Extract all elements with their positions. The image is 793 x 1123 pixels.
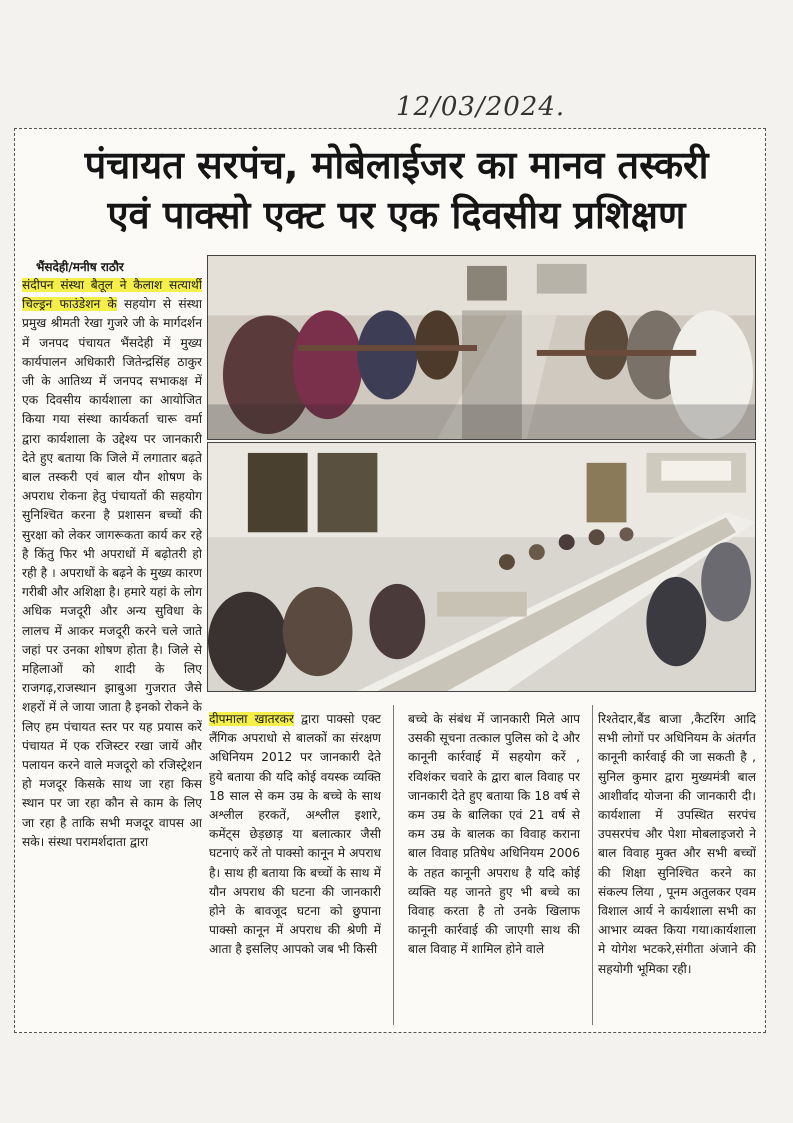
byline: भैंसदेही/मनीष राठौर	[36, 260, 124, 274]
column-divider	[393, 705, 394, 1025]
photo-meeting-hall-image	[208, 443, 755, 691]
column-4-text: रिश्तेदार,बैंड बाजा ,कैटरिंग आदि सभी लोगों पर अधिनियम के अंतर्गत कानूनी कार्रवाई की जा सकती है , सुनिल कुमार द्वारा मुख्यमंत्री बाल आशीर्वाद योजना की जानकारी दी। कार्यशाला में उपस्थित सरपंच उपसरपंच और पेशा मोबलाइजरो ने बाल विवाह मुक्त और सभी बच्चों की शिक्षा सुनिश्चित करने का संकल्प लिया , पूनम अतुलकर एवम विशाल आर्य ने कार्यशाला सभी का आभार व्यक्त किया गया।कार्यशाला मे योगेश भटकरे,संगीता अंजाने की सहयोगी भूमिका रही।	[598, 712, 756, 976]
column-3-text: बच्चे के संबंध में जानकारी मिले आप उसकी सूचना तत्काल पुलिस को दे और कानूनी कार्रवाई में सहयोग करें , रविशंकर चवारे के द्वारा बाल विवाह पर जानकारी देते हुए बताया कि 18 वर्ष से कम उम्र के बालिका एवं 21 वर्ष से कम उम्र के बालक का विवाह कराना बाल विवाह प्रतिषेध अधिनियम 2006 के तहत कानूनी अपराध है यदि कोई व्यक्ति यह जानते हुए भी बच्चे का विवाह करता है तो उनके खिलाफ कानूनी कार्रवाई की जाएगी साथ की बाल विवाह में शामिल होने वाले	[408, 712, 580, 957]
column-2-text: द्वारा पाक्सो एक्ट लैंगिक अपराधो से बालकों का संरक्षण अधिनियम 2012 पर जानकारी देते हुये बताया की यदि कोई वयस्क व्यक्ति 18 साल से कम उम्र के बच्चे के साथ अश्लील हरकतें, अश्लील इशारे, कमेंट्स छेड़छाड़ या बलात्कार जैसी घटनाएं करें तो पाक्सो कानून मे अपराध है। साथ ही बताया कि बच्चों के साथ में यौन अपराध की घटना की जानकारी होने के बावजूद घटना को छुपाना पाक्सो कानून में अपराध की श्रेणी में आता है इसलिए आपको जब भी किसी	[209, 712, 381, 957]
article-column-1	[22, 276, 202, 1031]
headline-line-1: पंचायत सरपंच, मोबेलाईजर का मानव तस्करी	[84, 143, 709, 187]
headline	[0, 140, 793, 240]
photo-pledge	[207, 255, 756, 440]
headline-line-2: एवं पाक्सो एक्ट पर एक दिवसीय प्रशिक्षण	[107, 193, 686, 237]
highlighted-lead: संदीपन संस्था बैतूल ने कैलाश सत्यार्थी चिल्ड्रन फाउंडेशन के	[22, 278, 202, 312]
photo-meeting-hall	[207, 442, 756, 692]
column-divider	[592, 705, 593, 1025]
photo-pledge-image	[208, 256, 755, 439]
column-1-text: सहयोग से संस्था प्रमुख श्रीमती रेखा गुजरे जी के मार्गदर्शन में जनपद पंचायत भैंसदेही में मुख्य कार्यपालन अधिकारी जितेन्द्रसिंह ठाकुर जी के आतिथ्य में जनपद सभाकक्ष में एक दिवसीय कार्यशाला का आयोजित किया गया संस्था कार्यकर्ता चारू वर्मा द्वारा कार्यशाला के उद्देश्य पर जानकारी देते हुए बताया कि जिले में लगातार बढ़ते बाल तस्करी एवं बाल यौन शोषण के अपराध रोकना हेतु पंचायतों की सहयोग सुनिश्चित करना है प्रशासन बच्चों की सुरक्षा को लेकर जागरूकता कार्य कर रहे है किंतु फिर भी अपराधों में बढ़ोतरी हो रही है । अपराधों के बढ़ने के मुख्य कारण गरीबी और अशिक्षा है। हमारे यहां के लोग अधिक मजदूरी और अन्य सुविधा के लालच में आकर मजदूरी करने चले जाते जहां पर उनका शोषण होता है। जिले से महिलाओं को शादी के लिए राजगढ़,राजस्थान झाबुआ गुजरात जैसे शहरों में ले जाया जाता है इनको रोकने के लिए हम पंचायत स्तर पर यह प्रयास करें पंचायत में एक रजिस्टर रखा जायें और पलायन करने वाले मजदूरो को रजिस्ट्रेशन हो मजदूर किसके साथ जा रहा किस स्थान पर जा रहा कौन से काम के लिए जा रहा है ताकि सभी मजदूर वापस आ सके। संस्था परामर्शदाता द्वारा	[22, 297, 202, 849]
highlighted-name: दीपमाला खातरकर	[209, 712, 294, 726]
handwritten-date: 12/03/2024.	[396, 92, 566, 122]
article-column-2	[209, 710, 381, 1030]
article-column-4	[598, 710, 756, 1030]
article-column-3	[408, 710, 580, 1030]
